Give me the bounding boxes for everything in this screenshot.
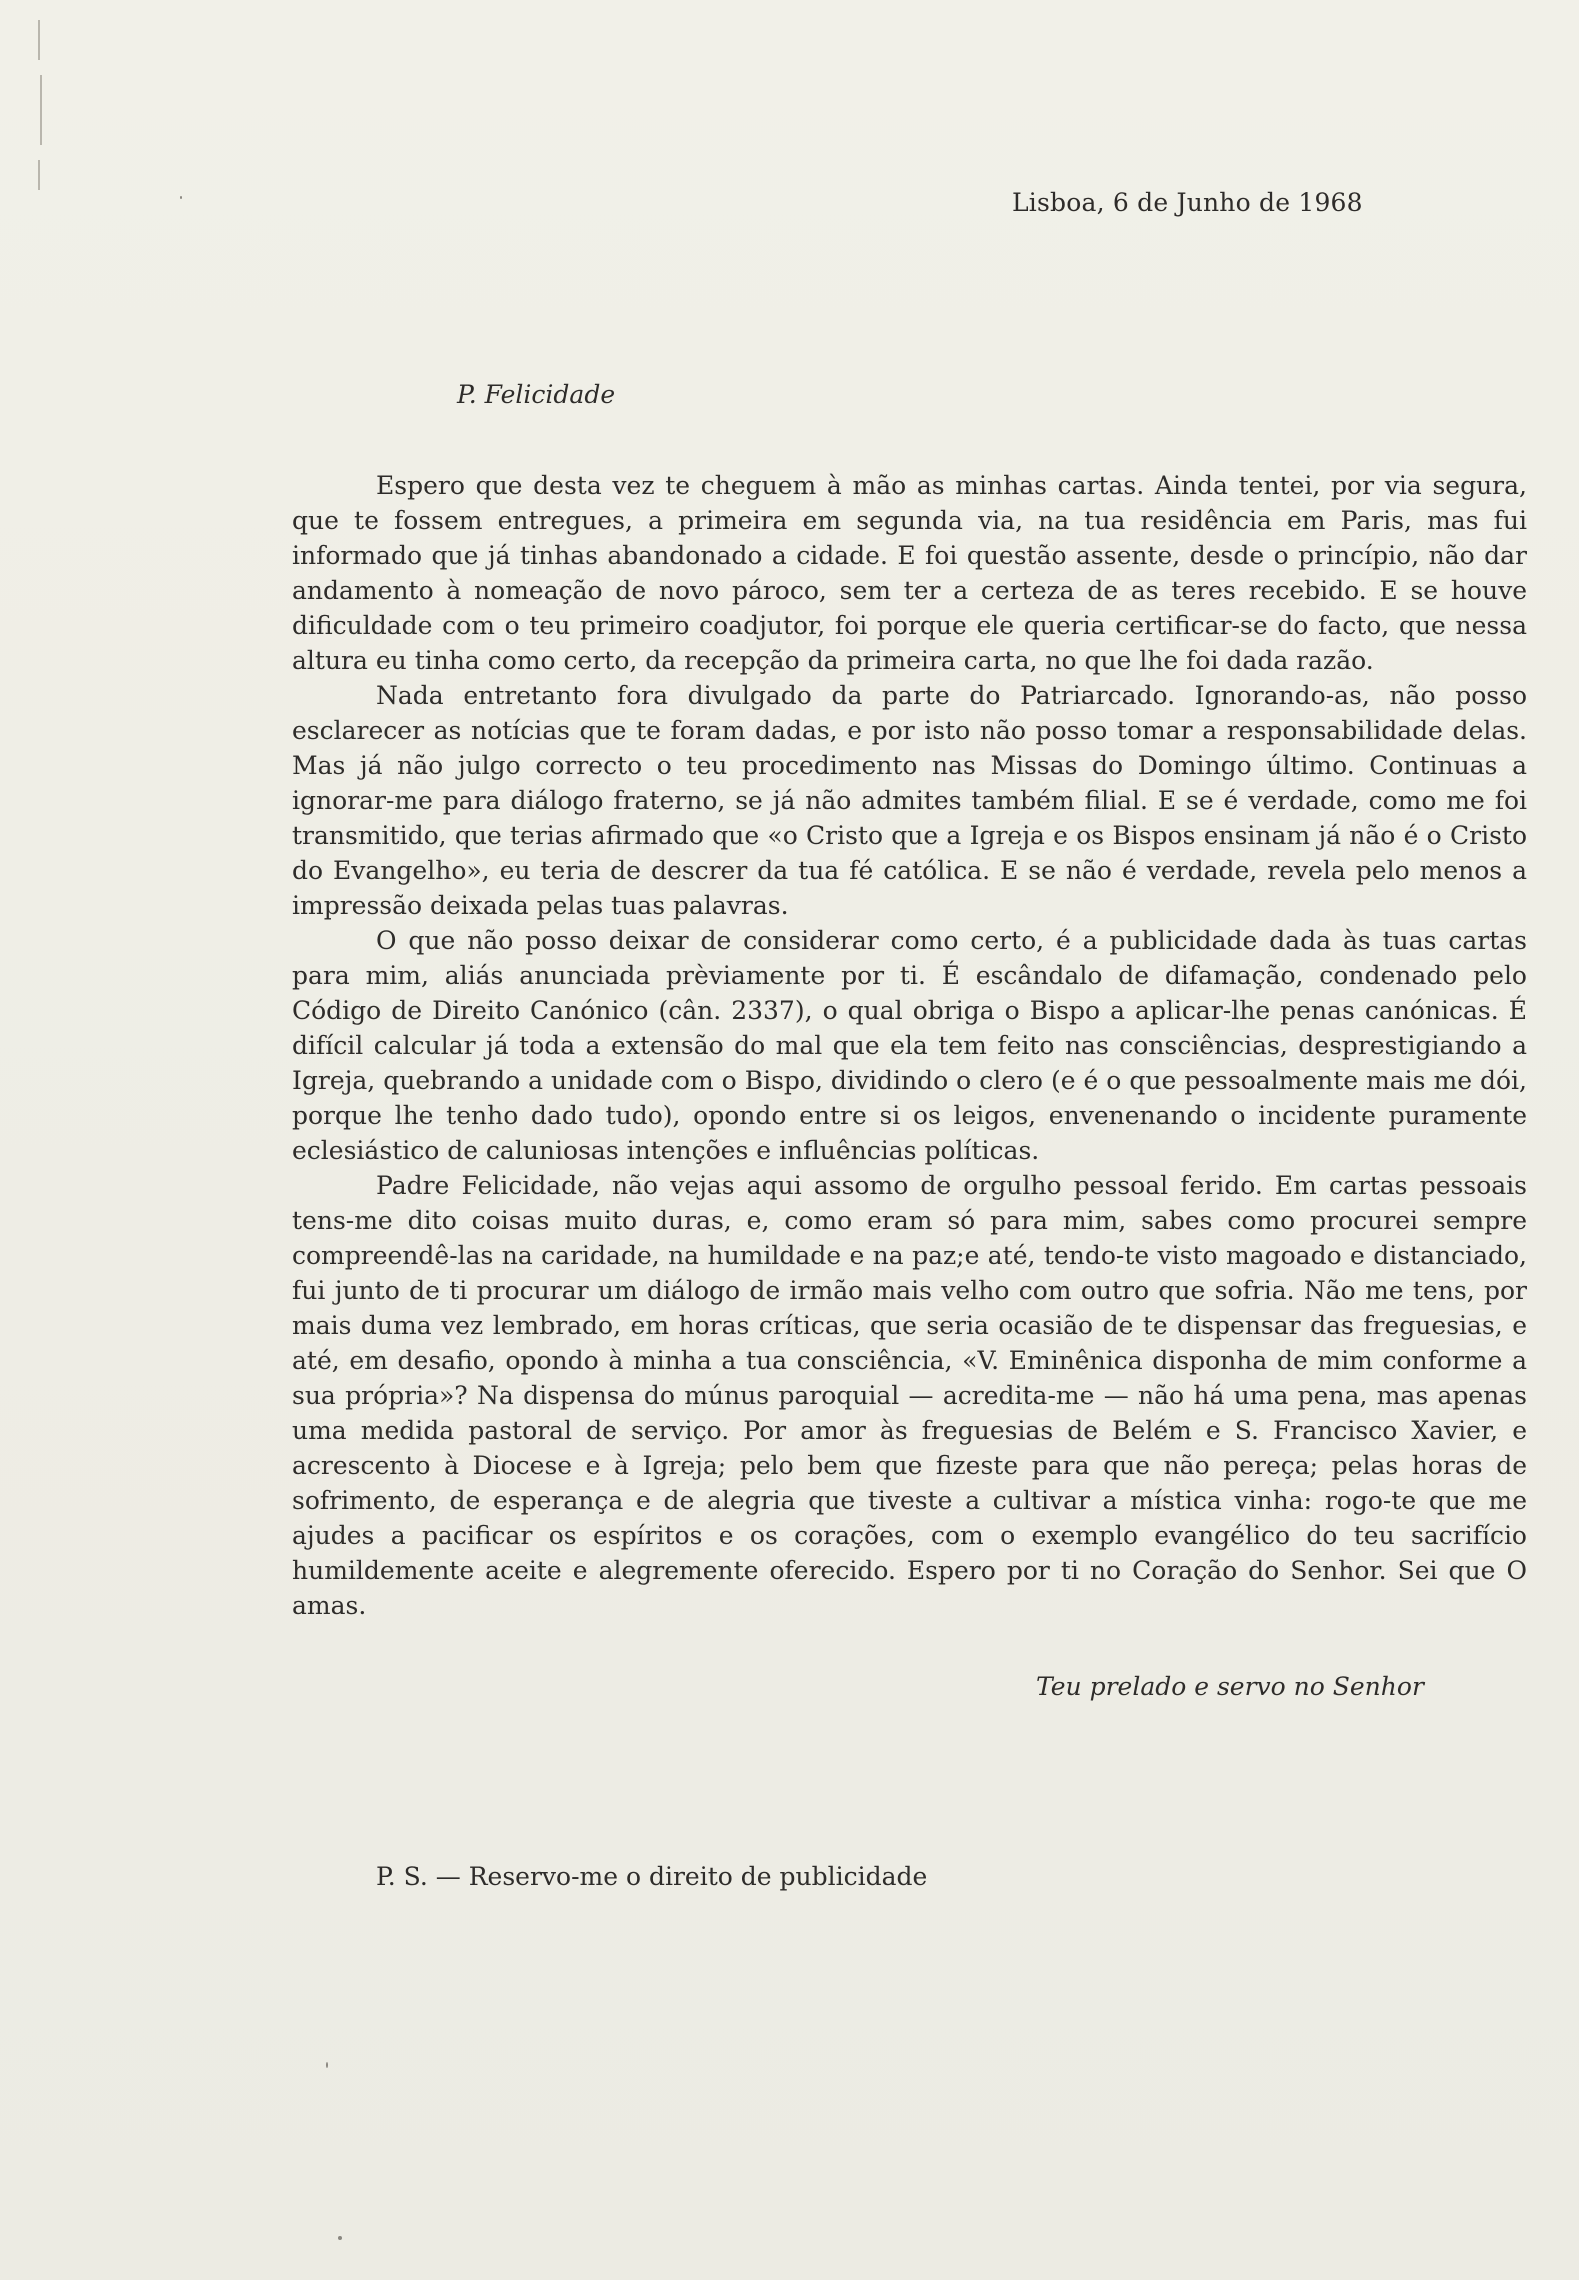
letter-salutation: P. Felicidade	[457, 380, 616, 409]
body-paragraph: Nada entretanto fora divulgado da parte do Patriarcado. Ignorando-as, não posso esclarecer as notícias que te foram dadas, e por isto não posso tomar a responsabilidade delas. Mas já não julgo correcto o teu procedimento nas Missas do Domingo último. Continuas a ignorar-me para diálogo fraterno, se já não admites também filial. E se é verdade, como me foi transmitido, que terias afirmado que «o Cristo que a Igreja e os Bispos ensinam já não é o Cristo do Evangelho», eu teria de descrer da tua fé católica. E se não é verdade, revela pelo menos a impressão deixada pelas tuas palavras.	[292, 681, 1527, 920]
letter-date: Lisboa, 6 de Junho de 1968	[1012, 188, 1363, 217]
letter-closing: Teu prelado e servo no Senhor	[1036, 1672, 1424, 1701]
paper-speck	[326, 2062, 328, 2068]
letter-postscript: P. S. — Reservo-me o direito de publicidade	[376, 1862, 928, 1891]
paper-fold-marks	[38, 20, 44, 200]
letter-body	[292, 468, 1527, 1623]
body-paragraph: Padre Felicidade, não vejas aqui assomo de orgulho pessoal ferido. Em cartas pessoais tens-me dito coisas muito duras, e, como eram só para mim, sabes como procurei sempre compreendê-las na caridade, na humildade e na paz;e até, tendo-te visto magoado e distanciado, fui junto de ti procurar um diálogo de irmão mais velho com outro que sofria. Não me tens, por mais duma vez lembrado, em horas críticas, que seria ocasião de te dispensar das freguesias, e até, em desafio, opondo à minha a tua consciência, «V. Eminênica disponha de mim conforme a sua própria»? Na dispensa do múnus paroquial — acredita-me — não há uma pena, mas apenas uma medida pastoral de serviço. Por amor às freguesias de Belém e S. Francisco Xavier, e acrescento à Diocese e à Igreja; pelo bem que fizeste para que não pereça; pelas horas de sofrimento, de esperança e de alegria que tiveste a cultivar a mística vinha: rogo-te que me ajudes a pacificar os espíritos e os corações, com o exemplo evangélico do teu sacrifício humildemente aceite e alegremente oferecido. Espero por ti no Coração do Senhor. Sei que O amas.	[292, 1171, 1527, 1620]
paper-speck	[180, 196, 182, 199]
body-paragraph: O que não posso deixar de considerar como certo, é a publicidade dada às tuas cartas para mim, aliás anunciada prèviamente por ti. É escândalo de difamação, condenado pelo Código de Direito Canónico (cân. 2337), o qual obriga o Bispo a aplicar-lhe penas canónicas. É difícil calcular já toda a extensão do mal que ela tem feito nas consciências, desprestigiando a Igreja, quebrando a unidade com o Bispo, dividindo o clero (e é o que pessoalmente mais me dói, porque lhe tenho dado tudo), opondo entre si os leigos, envenenando o incidente puramente eclesiástico de caluniosas intenções e influências políticas.	[292, 926, 1527, 1165]
body-paragraph: Espero que desta vez te cheguem à mão as minhas cartas. Ainda tentei, por via segura, que te fossem entregues, a primeira em segunda via, na tua residência em Paris, mas fui informado que já tinhas abandonado a cidade. E foi questão assente, desde o princípio, não dar andamento à nomeação de novo pároco, sem ter a certeza de as teres recebido. E se houve dificuldade com o teu primeiro coadjutor, foi porque ele queria certificar-se do facto, que nessa altura eu tinha como certo, da recepção da primeira carta, no que lhe foi dada razão.	[292, 471, 1527, 675]
paper-speck	[338, 2236, 342, 2240]
